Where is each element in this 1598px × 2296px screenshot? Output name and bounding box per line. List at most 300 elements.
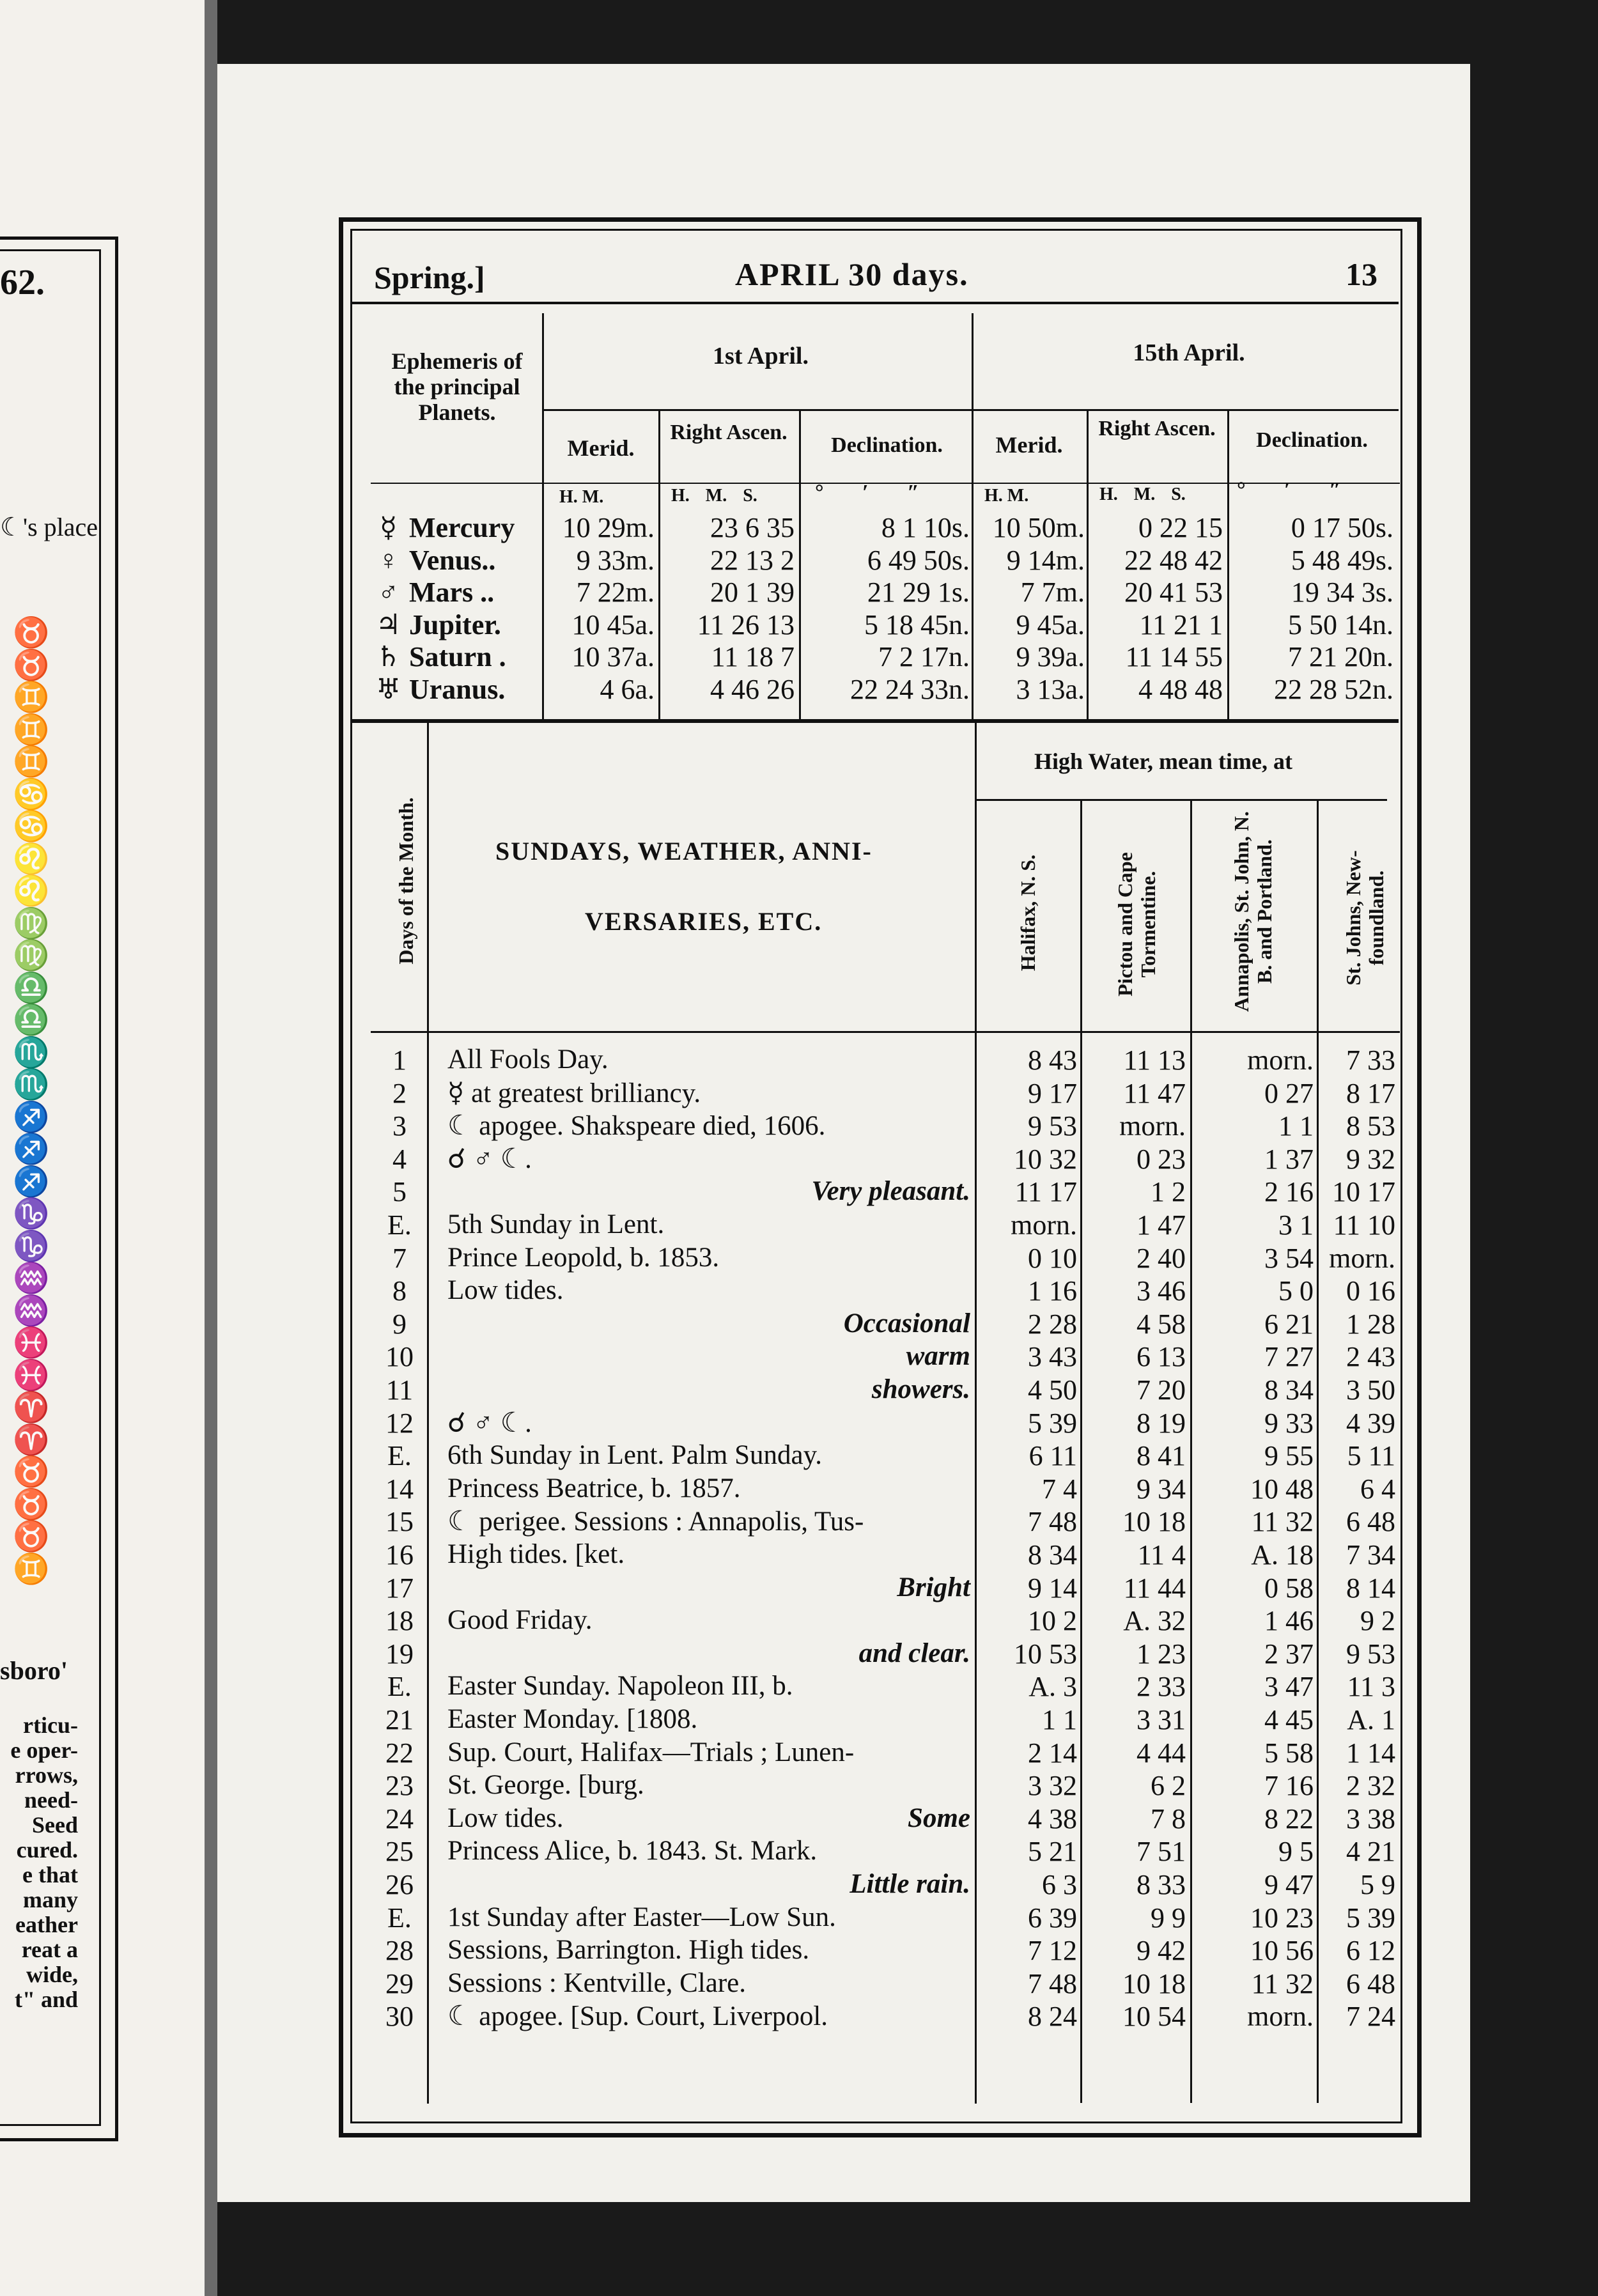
weather-text: Some <box>908 1803 970 1833</box>
eph-divider-main <box>542 313 544 722</box>
event-text: Easter Sunday. Napoleon III, b. <box>447 1671 793 1702</box>
zodiac-sign-icon: ♊ <box>13 1552 50 1585</box>
high-water-halifax: 1 1 <box>1042 1704 1077 1735</box>
high-water-annapolis: morn. <box>1247 2001 1314 2033</box>
day-number: 26 <box>385 1869 414 1900</box>
day-number: 11 <box>385 1374 414 1406</box>
day-number: 17 <box>385 1572 414 1604</box>
day-number: 23 <box>385 1770 414 1802</box>
high-water-annapolis: 3 54 <box>1264 1242 1314 1274</box>
high-water-stjohns: A. 1 <box>1347 1704 1395 1735</box>
right-ascen-15th: 0 22 15 <box>1138 512 1223 543</box>
event-text: 5th Sunday in Lent. <box>447 1209 665 1239</box>
high-water-stjohns: 2 43 <box>1346 1341 1395 1373</box>
days-of-month-label: Days of the Month. <box>394 797 417 965</box>
high-water-annapolis: 5 58 <box>1264 1737 1314 1769</box>
book-gutter <box>205 0 217 2296</box>
hw-col-rule-1 <box>1080 799 1082 2103</box>
high-water-pictou: 4 44 <box>1136 1737 1186 1769</box>
high-water-stjohns: 9 32 <box>1346 1143 1395 1175</box>
high-water-halifax: 2 14 <box>1028 1737 1077 1769</box>
high-water-pictou: 6 13 <box>1136 1341 1186 1373</box>
weather-text: and clear. <box>858 1638 970 1668</box>
high-water-pictou: 9 9 <box>1151 1902 1186 1934</box>
high-water-halifax: 3 43 <box>1028 1341 1077 1373</box>
declination-1st: 6 49 50s. <box>867 544 970 576</box>
eph-subhead-rule <box>542 409 1399 411</box>
high-water-stjohns: 8 53 <box>1346 1110 1395 1142</box>
zodiac-sign-icon: ♐ <box>13 1165 50 1198</box>
day-number: 9 <box>392 1308 407 1340</box>
high-water-halifax: 7 12 <box>1028 1935 1077 1967</box>
left-page-text-line: rrows, <box>15 1762 78 1788</box>
declination-label-2: Declination. <box>1256 428 1368 452</box>
day-number: E. <box>387 1440 412 1472</box>
high-water-pictou: 10 54 <box>1122 2001 1186 2033</box>
page-title: APRIL 30 days. <box>735 256 969 292</box>
high-water-pictou: 11 13 <box>1123 1044 1186 1076</box>
first-april-label: 1st April. <box>713 343 809 369</box>
days-col-rule <box>427 723 429 2104</box>
high-water-annapolis: 1 46 <box>1264 1605 1314 1637</box>
right-ascen-15th: 4 48 48 <box>1138 673 1223 705</box>
high-water-annapolis: 6 21 <box>1264 1308 1314 1340</box>
events-heading-line1: SUNDAYS, WEATHER, ANNI- <box>495 837 873 865</box>
high-water-annapolis: 1 1 <box>1278 1110 1314 1142</box>
high-water-pictou: 11 44 <box>1123 1572 1186 1604</box>
declination-1st: 8 1 10s. <box>881 512 970 543</box>
day-number: 25 <box>385 1836 414 1868</box>
high-water-stjohns: 7 24 <box>1346 2001 1395 2033</box>
zodiac-sign-icon: ♌ <box>13 842 50 875</box>
event-text: 6th Sunday in Lent. Palm Sunday. <box>447 1440 823 1471</box>
left-page <box>0 0 205 2296</box>
high-water-halifax: 4 38 <box>1028 1803 1077 1834</box>
high-water-annapolis: 9 5 <box>1278 1836 1314 1868</box>
event-text: ☾ apogee. Shakspeare died, 1606. <box>447 1111 826 1142</box>
high-water-halifax: 9 17 <box>1028 1077 1077 1109</box>
day-number: 14 <box>385 1473 414 1505</box>
high-water-annapolis: 4 45 <box>1264 1704 1314 1735</box>
day-number: 7 <box>392 1242 407 1274</box>
declination-1st: 21 29 1s. <box>867 577 970 608</box>
event-text: Prince Leopold, b. 1853. <box>447 1242 720 1273</box>
high-water-annapolis: A. 18 <box>1251 1539 1314 1571</box>
zodiac-sign-icon: ♎ <box>13 1004 50 1036</box>
zodiac-sign-icon: ♊ <box>13 713 50 746</box>
high-water-stjohns: 7 33 <box>1346 1044 1395 1076</box>
planet-symbol-icon: ♃ <box>375 609 401 640</box>
high-water-halifax: 8 43 <box>1028 1044 1077 1076</box>
high-water-annapolis: 9 47 <box>1264 1869 1314 1900</box>
right-ascen-1st: 20 1 39 <box>710 577 795 608</box>
high-water-pictou: 8 41 <box>1136 1440 1186 1472</box>
high-water-halifax: 7 48 <box>1028 1967 1077 1999</box>
planet-name: Uranus. <box>409 673 506 705</box>
event-text: ☌ ♂ ☾. <box>447 1408 532 1438</box>
ephemeris-label: Ephemeris of the principal Planets. <box>391 348 523 425</box>
left-page-text-line: rticu- <box>23 1712 78 1738</box>
day-number: 4 <box>392 1143 407 1175</box>
left-page-place-label: ☾'s place <box>0 513 98 541</box>
calendar-head-rule <box>371 1031 1400 1033</box>
high-water-annapolis: 10 23 <box>1250 1902 1314 1934</box>
weather-text: Bright <box>897 1572 970 1602</box>
merid-1st: 10 29m. <box>562 512 655 543</box>
high-water-pictou: 7 20 <box>1136 1374 1186 1406</box>
high-water-stjohns: 6 48 <box>1346 1967 1395 1999</box>
high-water-annapolis: 9 55 <box>1264 1440 1314 1472</box>
right-ascen-1st: 23 6 35 <box>710 512 795 543</box>
declination-1st: 5 18 45n. <box>864 609 970 640</box>
day-number: 30 <box>385 2001 414 2033</box>
event-text: ☿ at greatest brilliancy. <box>447 1078 701 1108</box>
merid-label-1: Merid. <box>567 435 635 461</box>
merid-15th: 9 45a. <box>1016 609 1085 640</box>
col-halifax-label: Halifax, N. S. <box>1016 854 1039 972</box>
event-text: Low tides. <box>447 1803 564 1833</box>
eph-col-rule-3 <box>1087 409 1089 722</box>
section-rule <box>350 719 1399 723</box>
event-text: All Fools Day. <box>447 1044 609 1074</box>
unit-hm-1: H. M. <box>559 487 604 507</box>
zodiac-sign-icon: ♉ <box>13 1455 50 1488</box>
event-text: 1st Sunday after Easter—Low Sun. <box>447 1902 836 1932</box>
zodiac-sign-icon: ♉ <box>13 616 50 649</box>
high-water-pictou: 9 42 <box>1136 1935 1186 1967</box>
high-water-stjohns: 5 11 <box>1347 1440 1395 1472</box>
high-water-halifax: 7 4 <box>1042 1473 1077 1505</box>
weather-text: Little rain. <box>849 1869 970 1899</box>
zodiac-sign-icon: ♓ <box>13 1326 50 1359</box>
high-water-pictou: 2 33 <box>1136 1671 1186 1703</box>
events-heading-line2: VERSARIES, ETC. <box>585 907 823 936</box>
high-water-pictou: 11 47 <box>1123 1077 1186 1109</box>
right-ascen-1st: 11 18 7 <box>711 641 795 672</box>
high-water-halifax: 10 32 <box>1014 1143 1077 1175</box>
eph-col-rule-2 <box>799 409 801 722</box>
eph-divider-mid <box>972 313 974 722</box>
event-text: ☌ ♂ ☾. <box>447 1144 532 1174</box>
declination-15th: 7 21 20n. <box>1288 641 1393 672</box>
declination-label-1: Declination. <box>831 433 943 457</box>
high-water-stjohns: 5 39 <box>1346 1902 1395 1934</box>
day-number: 12 <box>385 1407 414 1439</box>
high-water-stjohns: 4 21 <box>1346 1836 1395 1868</box>
high-water-annapolis: 3 1 <box>1278 1209 1314 1241</box>
merid-1st: 9 33m. <box>576 544 655 576</box>
zodiac-sign-icon: ♉ <box>13 648 50 681</box>
zodiac-sign-icon: ♏ <box>13 1036 50 1069</box>
left-page-text-line: cured. <box>16 1837 78 1863</box>
unit-hms-2: H. M. S. <box>1099 485 1186 504</box>
right-ascen-15th: 20 41 53 <box>1124 577 1223 608</box>
zodiac-sign-icon: ♐ <box>13 1100 50 1133</box>
high-water-stjohns: 10 17 <box>1332 1176 1395 1208</box>
event-text: St. George. [burg. <box>447 1770 644 1801</box>
high-water-stjohns: 9 2 <box>1360 1605 1395 1637</box>
zodiac-sign-icon: ♋ <box>13 777 50 811</box>
planet-name: Mars .. <box>409 577 495 608</box>
high-water-halifax: 2 28 <box>1028 1308 1077 1340</box>
high-water-pictou: 10 18 <box>1122 1967 1186 1999</box>
day-number: 29 <box>385 1967 414 1999</box>
high-water-halifax: 8 34 <box>1028 1539 1077 1571</box>
left-page-sboro: sboro' <box>0 1656 68 1685</box>
high-water-halifax: 9 14 <box>1028 1572 1077 1604</box>
high-water-stjohns: 3 50 <box>1346 1374 1395 1406</box>
high-water-annapolis: 2 37 <box>1264 1638 1314 1670</box>
hw-col-rule-3 <box>1317 799 1319 2103</box>
fifteenth-april-label: 15th April. <box>1133 339 1245 366</box>
high-water-annapolis: 1 37 <box>1264 1143 1314 1175</box>
day-number: 8 <box>392 1275 407 1307</box>
high-water-stjohns: 8 14 <box>1346 1572 1395 1604</box>
left-page-text-line: eather <box>15 1912 78 1937</box>
right-ascen-1st: 11 26 13 <box>697 609 795 640</box>
day-number: 5 <box>392 1176 407 1208</box>
high-water-stjohns: 6 12 <box>1346 1935 1395 1967</box>
left-page-number: 62. <box>0 263 45 302</box>
page-number: 13 <box>1346 256 1377 292</box>
zodiac-sign-icon: ♌ <box>13 874 50 907</box>
weather-text: warm <box>906 1341 970 1372</box>
day-number: E. <box>387 1209 412 1241</box>
merid-15th: 7 7m. <box>1020 577 1085 608</box>
event-text: Princess Beatrice, b. 1857. <box>447 1473 741 1503</box>
event-text: Sup. Court, Halifax—Trials ; Lunen- <box>447 1737 855 1767</box>
high-water-pictou: 4 58 <box>1136 1308 1186 1340</box>
high-water-annapolis: 3 47 <box>1264 1671 1314 1703</box>
zodiac-sign-icon: ♉ <box>13 1520 50 1553</box>
left-page-text-line: e that <box>22 1862 78 1888</box>
day-number: 28 <box>385 1935 414 1967</box>
high-water-annapolis: 0 27 <box>1264 1077 1314 1109</box>
right-ascen-15th: 11 21 1 <box>1139 609 1223 640</box>
high-water-stjohns: 11 3 <box>1347 1671 1395 1703</box>
event-text: Sessions, Barrington. High tides. <box>447 1935 810 1966</box>
high-water-stjohns: 6 4 <box>1360 1473 1395 1505</box>
header-rule <box>350 302 1399 304</box>
left-page-text <box>0 1713 78 2012</box>
zodiac-sign-icon: ♈ <box>13 1423 50 1456</box>
high-water-stjohns: 3 38 <box>1346 1803 1395 1834</box>
right-ascen-1st: 4 46 26 <box>710 673 795 705</box>
high-water-annapolis: 11 32 <box>1251 1506 1314 1538</box>
unit-dms-2: ° ′ ″ <box>1237 478 1341 502</box>
high-water-annapolis: 7 27 <box>1264 1341 1314 1373</box>
high-water-halifax: 5 21 <box>1028 1836 1077 1868</box>
planet-symbol-icon: ♅ <box>375 673 401 705</box>
high-water-stjohns: 1 14 <box>1346 1737 1395 1769</box>
high-water-stjohns: 9 53 <box>1346 1638 1395 1670</box>
col-annapolis-label: Annapolis, St. John, N. B. and Portland. <box>1230 811 1276 1012</box>
day-number: 21 <box>385 1704 414 1735</box>
merid-1st: 4 6a. <box>600 673 655 705</box>
day-number: 18 <box>385 1605 414 1637</box>
high-water-pictou: 1 23 <box>1136 1638 1186 1670</box>
col-pictou-label: Pictou and Cape Tormentine. <box>1113 852 1160 997</box>
high-water-halifax: 9 53 <box>1028 1110 1077 1142</box>
left-page-text-line: many <box>22 1887 78 1912</box>
planet-name: Saturn . <box>409 641 506 672</box>
high-water-annapolis: 0 58 <box>1264 1572 1314 1604</box>
high-water-annapolis: 8 22 <box>1264 1803 1314 1834</box>
high-water-halifax: 6 3 <box>1042 1869 1077 1900</box>
high-water-stjohns: 11 10 <box>1333 1209 1395 1241</box>
high-water-pictou: 8 19 <box>1136 1407 1186 1439</box>
high-water-pictou: 8 33 <box>1136 1869 1186 1900</box>
high-water-stjohns: 4 39 <box>1346 1407 1395 1439</box>
zodiac-sign-icon: ♐ <box>13 1133 50 1165</box>
high-water-halifax: 0 10 <box>1028 1242 1077 1274</box>
high-water-pictou: 2 40 <box>1136 1242 1186 1274</box>
high-water-pictou: 6 2 <box>1151 1770 1186 1802</box>
merid-15th: 9 39a. <box>1016 641 1085 672</box>
event-text: ☾ apogee. [Sup. Court, Liverpool. <box>447 2001 828 2032</box>
weather-text: showers. <box>871 1374 970 1404</box>
zodiac-sign-icon: ♍ <box>13 939 50 972</box>
declination-15th: 0 17 50s. <box>1291 512 1393 543</box>
high-water-stjohns: 2 32 <box>1346 1770 1395 1802</box>
planet-symbol-icon: ♄ <box>375 641 401 672</box>
high-water-pictou: A. 32 <box>1123 1605 1186 1637</box>
zodiac-sign-icon: ♉ <box>13 1487 50 1521</box>
high-water-halifax: 8 24 <box>1028 2001 1077 2033</box>
zodiac-sign-icon: ♒ <box>13 1262 50 1294</box>
high-water-annapolis: 2 16 <box>1264 1176 1314 1208</box>
high-water-annapolis: 5 0 <box>1278 1275 1314 1307</box>
high-water-annapolis: 9 33 <box>1264 1407 1314 1439</box>
high-water-pictou: 7 51 <box>1136 1836 1186 1868</box>
left-page-signs <box>13 617 51 1585</box>
high-water-annapolis: 11 32 <box>1251 1967 1314 1999</box>
day-number: 1 <box>392 1044 407 1076</box>
high-water-stjohns: 5 9 <box>1360 1869 1395 1900</box>
day-number: 2 <box>392 1077 407 1109</box>
high-water-stjohns: 7 34 <box>1346 1539 1395 1571</box>
high-water-stjohns: 8 17 <box>1346 1077 1395 1109</box>
high-water-halifax: 3 32 <box>1028 1770 1077 1802</box>
merid-15th: 9 14m. <box>1006 544 1085 576</box>
event-text: Princess Alice, b. 1843. St. Mark. <box>447 1836 818 1866</box>
high-water-pictou: 11 4 <box>1137 1539 1186 1571</box>
event-text: ☾ perigee. Sessions : Annapolis, Tus- <box>447 1507 864 1537</box>
day-number: 19 <box>385 1638 414 1670</box>
left-page-text-line: wide, <box>26 1962 78 1987</box>
zodiac-sign-icon: ♈ <box>13 1391 50 1423</box>
zodiac-sign-icon: ♋ <box>13 810 50 842</box>
season-label: Spring.] <box>374 260 485 295</box>
high-water-annapolis: morn. <box>1247 1044 1314 1076</box>
unit-hms-1: H. M. S. <box>671 486 757 506</box>
merid-15th: 10 50m. <box>992 512 1085 543</box>
high-water-stjohns: morn. <box>1329 1242 1395 1274</box>
high-water-annapolis: 10 48 <box>1250 1473 1314 1505</box>
high-water-pictou: 1 2 <box>1151 1176 1186 1208</box>
day-number: 24 <box>385 1803 414 1834</box>
high-water-annapolis: 10 56 <box>1250 1935 1314 1967</box>
event-text: Easter Monday. [1808. <box>447 1704 698 1734</box>
zodiac-sign-icon: ♊ <box>13 745 50 778</box>
zodiac-sign-icon: ♑ <box>13 1197 50 1230</box>
merid-label-2: Merid. <box>995 432 1063 458</box>
planet-symbol-icon: ☿ <box>379 512 397 543</box>
high-water-halifax: 6 39 <box>1028 1902 1077 1934</box>
zodiac-sign-icon: ♎ <box>13 971 50 1004</box>
left-page-text-line: need- <box>24 1787 78 1813</box>
high-water-halifax: A. 3 <box>1028 1671 1077 1703</box>
zodiac-sign-icon: ♊ <box>13 681 50 713</box>
event-text: High tides. [ket. <box>447 1539 625 1569</box>
weather-text: Very pleasant. <box>811 1176 970 1207</box>
day-number: E. <box>387 1902 412 1934</box>
merid-1st: 7 22m. <box>576 577 655 608</box>
high-water-halifax: 4 50 <box>1028 1374 1077 1406</box>
high-water-halifax: 6 11 <box>1028 1440 1077 1472</box>
hw-col-rule-2 <box>1190 799 1192 2103</box>
eph-col-rule-4 <box>1227 409 1229 722</box>
high-water-stjohns: 6 48 <box>1346 1506 1395 1538</box>
high-water-halifax: 11 17 <box>1014 1176 1077 1208</box>
merid-1st: 10 45a. <box>571 609 655 640</box>
events-col-rule <box>975 723 977 2104</box>
high-water-stjohns: 1 28 <box>1346 1308 1395 1340</box>
merid-1st: 10 37a. <box>571 641 655 672</box>
day-number: 3 <box>392 1110 407 1142</box>
high-water-pictou: 1 47 <box>1136 1209 1186 1241</box>
right-ascen-15th: 11 14 55 <box>1125 641 1223 672</box>
planet-name: Jupiter. <box>409 609 501 640</box>
high-water-annapolis: 7 16 <box>1264 1770 1314 1802</box>
right-ascen-15th: 22 48 42 <box>1124 544 1223 576</box>
high-water-halifax: 1 16 <box>1028 1275 1077 1307</box>
planet-symbol-icon: ♀ <box>378 544 399 576</box>
declination-15th: 5 48 49s. <box>1291 544 1393 576</box>
high-water-stjohns: 0 16 <box>1346 1275 1395 1307</box>
zodiac-sign-icon: ♑ <box>13 1229 50 1262</box>
declination-1st: 7 2 17n. <box>878 641 970 672</box>
high-water-pictou: 0 23 <box>1136 1143 1186 1175</box>
planet-symbol-icon: ♂ <box>378 577 399 608</box>
day-number: 10 <box>385 1341 414 1373</box>
zodiac-sign-icon: ♒ <box>13 1294 50 1327</box>
high-water-annapolis: 8 34 <box>1264 1374 1314 1406</box>
left-page-text-line: e oper- <box>10 1737 78 1763</box>
planet-name: Mercury <box>409 512 515 543</box>
high-water-pictou: 3 46 <box>1136 1275 1186 1307</box>
left-page-text-line: reat a <box>21 1937 78 1962</box>
declination-15th: 19 34 3s. <box>1291 577 1393 608</box>
high-water-pictou: 10 18 <box>1122 1506 1186 1538</box>
high-water-pictou: 3 31 <box>1136 1704 1186 1735</box>
eph-col-rule-1 <box>658 409 660 722</box>
zodiac-sign-icon: ♍ <box>13 906 50 940</box>
high-water-halifax: 5 39 <box>1028 1407 1077 1439</box>
left-page-text-line: t" and <box>14 1987 78 2012</box>
planet-name: Venus.. <box>409 544 496 576</box>
merid-15th: 3 13a. <box>1016 673 1085 705</box>
high-water-halifax: 7 48 <box>1028 1506 1077 1538</box>
day-number: 16 <box>385 1539 414 1571</box>
high-water-pictou: morn. <box>1119 1110 1186 1142</box>
high-water-pictou: 9 34 <box>1136 1473 1186 1505</box>
unit-hm-2: H. M. <box>984 486 1029 506</box>
day-number: 22 <box>385 1737 414 1769</box>
event-text: Good Friday. <box>447 1605 593 1636</box>
unit-dms-1: ° ′ ″ <box>815 481 919 504</box>
right-ascen-label-1: Right Ascen. <box>670 421 787 444</box>
